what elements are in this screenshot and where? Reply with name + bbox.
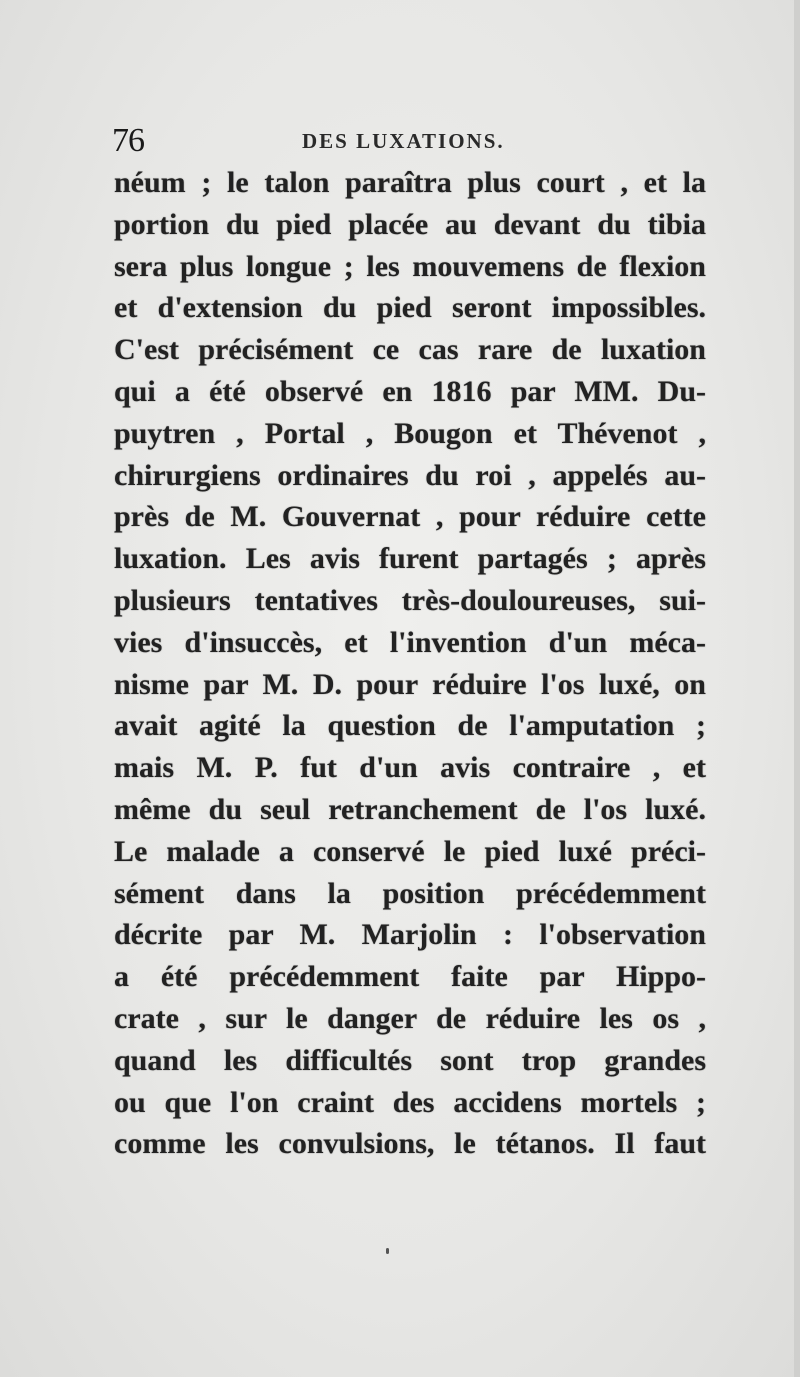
text-line: ou que l'on craint des accidens mortels ; xyxy=(114,1085,706,1119)
text-line: sera plus longue ; les mouvemens de flexion xyxy=(114,249,706,283)
text-line: comme les convulsions, le tétanos. Il faut xyxy=(114,1127,706,1161)
text-line: puytren , Portal , Bougon et Thévenot , xyxy=(114,416,706,450)
text-line: même du seul retranchement de l'os luxé. xyxy=(114,792,706,826)
text-line: qui a été observé en 1816 par MM. Du- xyxy=(114,374,706,408)
text-line: quand les difficultés sont trop grandes xyxy=(114,1043,706,1077)
text-line: a été précédemment faite par Hippo- xyxy=(114,960,706,994)
text-line: mais M. P. fut d'un avis contraire , et xyxy=(114,751,706,785)
text-line: décrite par M. Marjolin : l'observation xyxy=(114,918,706,952)
text-line: sément dans la position précédemment xyxy=(114,876,706,910)
text-line: avait agité la question de l'amputation ; xyxy=(114,709,706,743)
text-line: portion du pied placée au devant du tibia xyxy=(114,207,706,241)
text-line: Le malade a conservé le pied luxé préci- xyxy=(114,834,706,868)
text-line: vies d'insuccès, et l'invention d'un méca- xyxy=(114,625,706,659)
page-number: 76 xyxy=(112,122,144,159)
text-line: crate , sur le danger de réduire les os , xyxy=(114,1001,706,1035)
text-line: près de M. Gouvernat , pour réduire cette xyxy=(114,500,706,534)
text-line: C'est précisément ce cas rare de luxation xyxy=(114,333,706,367)
text-line: néum ; le talon paraîtra plus court , et la xyxy=(114,166,706,199)
text-line: chirurgiens ordinaires du roi , appelés au- xyxy=(114,458,706,492)
page-header xyxy=(112,118,712,164)
page-edge-shadow xyxy=(794,0,800,1377)
text-line: plusieurs tentatives très-douloureuses, sui- xyxy=(114,583,706,617)
body-text xyxy=(114,162,706,1165)
text-line: et d'extension du pied seront impossibles. xyxy=(114,291,706,325)
running-head: DES LUXATIONS. xyxy=(302,129,505,153)
text-line: luxation. Les avis furent partagés ; après xyxy=(114,542,706,576)
text-line: nisme par M. D. pour réduire l'os luxé, on xyxy=(114,667,706,701)
paper-speck xyxy=(386,1248,389,1254)
